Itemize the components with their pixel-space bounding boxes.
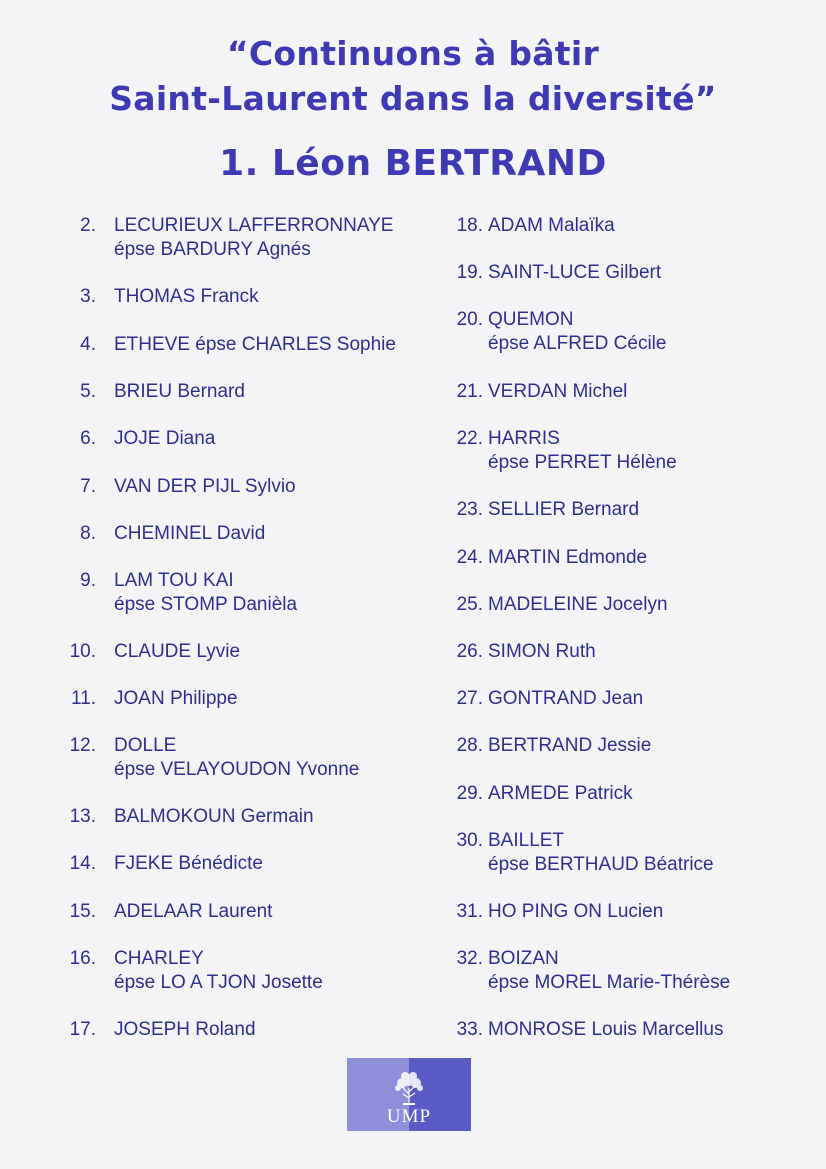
candidate-number: 23. bbox=[456, 499, 483, 520]
candidate-name: JOJE Diana bbox=[114, 428, 216, 449]
candidate-name: CHEMINEL David bbox=[114, 523, 266, 544]
head-of-list: 1. Léon BERTRAND bbox=[219, 143, 607, 184]
candidate-entry bbox=[0, 782, 826, 806]
candidate-entry bbox=[0, 947, 826, 995]
candidate-number: 9. bbox=[80, 570, 96, 591]
candidate-number: 28. bbox=[456, 735, 483, 756]
candidate-entry bbox=[0, 734, 826, 758]
candidate-name: ADAM Malaïka bbox=[488, 215, 615, 236]
candidate-name: JOSEPH Roland bbox=[114, 1019, 256, 1040]
candidate-number: 5. bbox=[80, 381, 96, 402]
candidate-name: THOMAS Franck bbox=[114, 286, 259, 307]
candidate-entry bbox=[0, 1018, 826, 1042]
candidate-entry bbox=[0, 308, 826, 356]
candidate-number: 4. bbox=[80, 334, 96, 355]
candidate-entry bbox=[0, 687, 826, 711]
candidate-name: LAM TOU KAI bbox=[114, 570, 234, 591]
candidate-married-name: épse VELAYOUDON Yvonne bbox=[114, 759, 360, 780]
slogan-line-1: “Continuons à bâtir bbox=[226, 34, 600, 73]
candidate-number: 22. bbox=[456, 428, 483, 449]
candidate-number: 33. bbox=[456, 1019, 483, 1040]
candidate-number: 29. bbox=[456, 783, 483, 804]
candidate-entry bbox=[0, 805, 826, 829]
candidate-entry bbox=[0, 285, 826, 309]
candidate-number: 31. bbox=[456, 901, 483, 922]
candidate-entry bbox=[0, 261, 826, 285]
candidate-number: 26. bbox=[456, 641, 483, 662]
candidate-name: JOAN Philippe bbox=[114, 688, 238, 709]
candidate-name: SAINT-LUCE Gilbert bbox=[488, 262, 662, 283]
candidate-name: CHARLEY bbox=[114, 948, 204, 969]
candidate-number: 13. bbox=[69, 806, 96, 827]
candidate-name: ARMEDE Patrick bbox=[488, 783, 633, 804]
candidate-entry bbox=[0, 593, 826, 617]
candidate-number: 10. bbox=[69, 641, 96, 662]
candidate-name: CLAUDE Lyvie bbox=[114, 641, 241, 662]
candidate-number: 6. bbox=[80, 428, 96, 449]
candidate-entry bbox=[0, 427, 826, 475]
slogan-line-2: Saint-Laurent dans la diversité” bbox=[109, 79, 717, 118]
candidate-name: GONTRAND Jean bbox=[488, 688, 644, 709]
candidate-married-name: épse PERRET Hélène bbox=[488, 452, 677, 473]
candidate-name: VERDAN Michel bbox=[488, 381, 628, 402]
candidate-number: 7. bbox=[80, 476, 96, 497]
candidate-name: LECURIEUX LAFFERRONNAYE bbox=[114, 215, 394, 236]
candidate-name: FJEKE Bénédicte bbox=[114, 853, 263, 874]
candidate-number: 2. bbox=[80, 215, 96, 236]
candidate-name: BERTRAND Jessie bbox=[488, 735, 652, 756]
candidate-name: SIMON Ruth bbox=[488, 641, 596, 662]
candidate-number: 30. bbox=[456, 830, 483, 851]
candidate-name: BAILLET bbox=[488, 830, 565, 851]
candidate-number: 25. bbox=[456, 594, 483, 615]
candidate-married-name: épse MOREL Marie-Thérèse bbox=[488, 972, 731, 993]
candidate-entry bbox=[0, 498, 826, 522]
candidate-entry bbox=[0, 214, 826, 238]
candidate-number: 18. bbox=[456, 215, 483, 236]
candidate-married-name: épse LO A TJON Josette bbox=[114, 972, 323, 993]
candidate-entry bbox=[0, 522, 826, 546]
candidate-married-name: épse BARDURY Agnés bbox=[114, 239, 311, 260]
candidate-number: 19. bbox=[456, 262, 483, 283]
candidate-number: 3. bbox=[80, 286, 96, 307]
candidate-number: 32. bbox=[456, 948, 483, 969]
candidate-name: MONROSE Louis Marcellus bbox=[488, 1019, 724, 1040]
candidate-name: BALMOKOUN Germain bbox=[114, 806, 314, 827]
logo-text: UMP bbox=[386, 1106, 432, 1127]
candidate-entry bbox=[0, 475, 826, 499]
candidate-number: 8. bbox=[80, 523, 96, 544]
candidate-entry bbox=[0, 380, 826, 404]
candidate-name: BOIZAN bbox=[488, 948, 559, 969]
candidate-number: 27. bbox=[456, 688, 483, 709]
candidate-number: 24. bbox=[456, 547, 483, 568]
candidate-entry bbox=[0, 900, 826, 924]
candidate-name: HO PING ON Lucien bbox=[488, 901, 664, 922]
candidate-number: 16. bbox=[69, 948, 96, 969]
ump-logo bbox=[347, 1058, 471, 1131]
candidate-entry bbox=[0, 640, 826, 664]
candidate-number: 21. bbox=[456, 381, 483, 402]
candidate-number: 20. bbox=[456, 309, 483, 330]
candidate-entry bbox=[0, 829, 826, 877]
candidate-name: VAN DER PIJL Sylvio bbox=[114, 476, 296, 497]
candidate-married-name: épse STOMP Danièla bbox=[114, 594, 298, 615]
candidate-name: MADELEINE Jocelyn bbox=[488, 594, 668, 615]
candidate-number: 17. bbox=[69, 1019, 96, 1040]
candidate-married-name: épse ALFRED Cécile bbox=[488, 333, 667, 354]
candidate-number: 11. bbox=[70, 688, 96, 709]
candidate-number: 12. bbox=[69, 735, 96, 756]
candidate-married-name: épse BERTHAUD Béatrice bbox=[488, 854, 714, 875]
candidate-name: MARTIN Edmonde bbox=[488, 547, 648, 568]
candidate-name: BRIEU Bernard bbox=[114, 381, 245, 402]
candidate-name: HARRIS bbox=[488, 428, 560, 449]
candidate-number: 14. bbox=[69, 853, 96, 874]
candidate-number: 15. bbox=[69, 901, 96, 922]
candidate-name: QUEMON bbox=[488, 309, 574, 330]
candidate-name: SELLIER Bernard bbox=[488, 499, 640, 520]
candidate-name: DOLLE bbox=[114, 735, 177, 756]
candidate-name: ADELAAR Laurent bbox=[114, 901, 273, 922]
candidate-name: ETHEVE épse CHARLES Sophie bbox=[114, 334, 396, 355]
candidate-entry bbox=[0, 546, 826, 570]
